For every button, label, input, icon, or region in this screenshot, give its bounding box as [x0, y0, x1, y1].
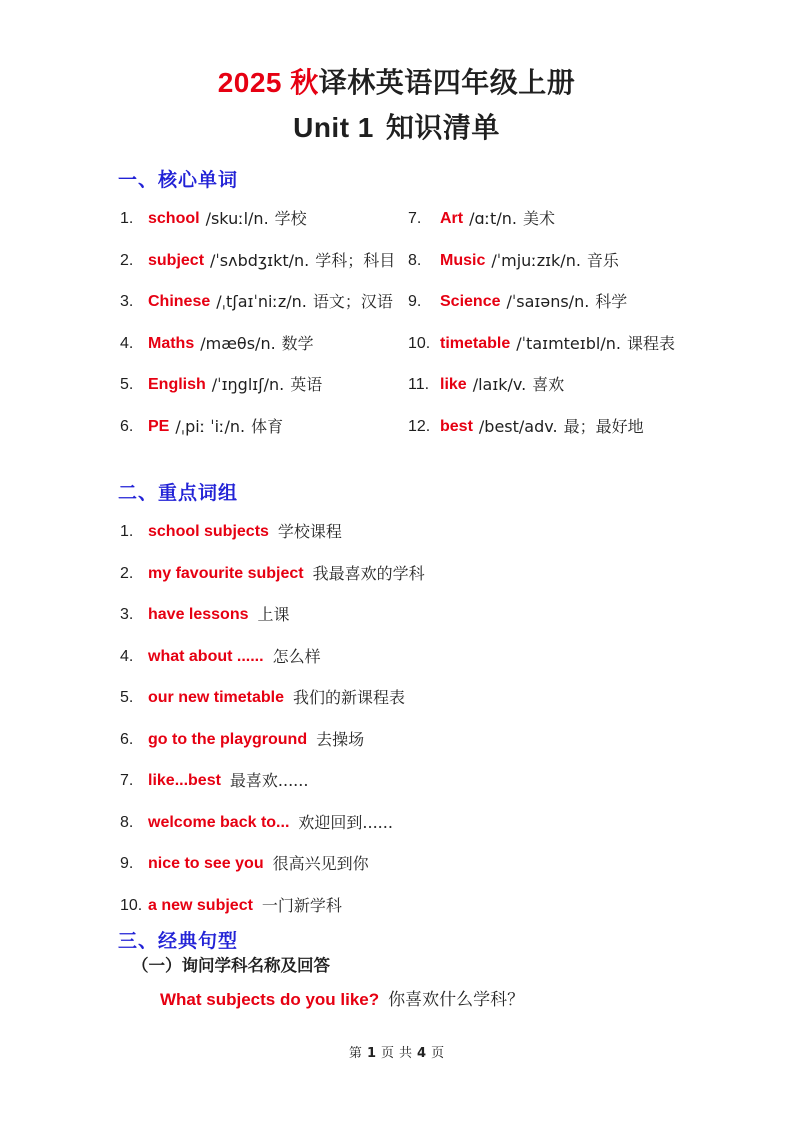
word-english: school [148, 210, 200, 227]
phrase-item [120, 646, 425, 688]
word-english: like [440, 376, 467, 393]
word-item [120, 291, 395, 333]
word-phonetic: /ˈsaɪəns/n. [506, 292, 590, 311]
word-item [408, 291, 675, 333]
word-meaning-chinese: 科学 [595, 292, 628, 311]
sentence-subheading: （一）询问学科名称及回答 [132, 957, 330, 975]
footer-label-ye2: 页 [431, 1046, 445, 1061]
footer-page-number: 1 [366, 1046, 376, 1061]
footer-label-di: 第 [348, 1046, 362, 1061]
phrase-english: welcome back to... [148, 813, 290, 831]
phrase-item [120, 604, 425, 646]
title-line-1 [0, 60, 793, 105]
phrase-english: have lessons [148, 606, 249, 623]
page-footer [0, 1042, 793, 1061]
title-unit: Unit 1 [293, 112, 374, 143]
word-phonetic: /ˈɪŋglɪʃ/n. [211, 375, 285, 394]
item-number: 2. [120, 564, 134, 582]
item-number: 4. [120, 647, 134, 665]
word-meaning-chinese: 美术 [522, 209, 555, 228]
phrase-item [120, 770, 425, 812]
phrase-item [120, 853, 425, 895]
word-phonetic: /ɑːt/n. [469, 209, 517, 228]
item-number: 4. [120, 334, 134, 352]
phrase-english: school subjects [148, 523, 269, 540]
word-list-left-column [120, 208, 395, 457]
word-item [408, 333, 675, 375]
phrase-meaning-chinese: 上课 [257, 605, 290, 624]
word-phonetic: /ˈmjuːzɪk/n. [491, 250, 581, 270]
footer-label-ye: 页 [380, 1046, 394, 1061]
word-english: Art [440, 210, 464, 227]
item-number: 8. [120, 813, 134, 831]
word-phonetic: /ˌtʃaɪˈniːz/n. [216, 292, 307, 311]
phrase-item [120, 521, 425, 563]
item-number: 2. [120, 251, 134, 269]
item-number: 1. [120, 210, 134, 227]
title-subtitle: 知识清单 [385, 112, 500, 143]
word-meaning-chinese: 体育 [251, 416, 284, 436]
item-number: 11. [408, 376, 430, 393]
word-item [120, 374, 395, 416]
phrase-meaning-chinese: 怎么样 [272, 646, 321, 666]
word-phonetic: /skuːl/n. [205, 209, 269, 228]
footer-label-gong: 共 [399, 1046, 413, 1061]
item-number: 10. [120, 896, 143, 914]
phrase-item [120, 812, 425, 854]
item-number: 5. [120, 689, 134, 706]
item-number: 12. [408, 417, 431, 435]
item-number: 6. [120, 417, 134, 435]
phrase-item [120, 895, 425, 937]
word-english: timetable [440, 334, 511, 352]
phrase-item [120, 563, 425, 605]
word-english: Chinese [148, 293, 211, 310]
phrase-meaning-chinese: 我们的新课程表 [293, 688, 406, 707]
item-number: 5. [120, 376, 134, 393]
title-line-2 [0, 105, 793, 150]
word-meaning-chinese: 语文；汉语 [312, 292, 393, 311]
word-english: English [148, 376, 206, 393]
phrase-english: like...best [148, 772, 221, 789]
word-meaning-chinese: 学科；科目 [315, 250, 396, 270]
word-item [120, 333, 395, 375]
item-number: 10. [408, 334, 431, 352]
section-heading-key-phrases: 二、重点词组 [118, 483, 239, 504]
item-number: 7. [408, 210, 422, 227]
word-meaning-chinese: 课程表 [626, 333, 675, 353]
phrase-meaning-chinese: 欢迎回到...... [298, 812, 393, 832]
word-english: Music [440, 251, 486, 269]
title-book-name: 译林英语四年级上册 [318, 67, 576, 98]
phrase-english: my favourite subject [148, 564, 304, 582]
word-phonetic: /laɪk/v. [472, 375, 527, 394]
word-english: Maths [148, 334, 195, 352]
phrase-meaning-chinese: 去操场 [316, 729, 365, 749]
phrase-meaning-chinese: 很高兴见到你 [272, 854, 369, 873]
item-number: 9. [408, 293, 422, 310]
word-phonetic: /mæθs/n. [200, 333, 276, 353]
item-number: 3. [120, 606, 134, 623]
item-number: 8. [408, 251, 422, 269]
word-meaning-chinese: 最；最好地 [563, 416, 644, 436]
word-phonetic: /best/adv. [478, 416, 558, 436]
phrase-meaning-chinese: 学校课程 [277, 522, 342, 541]
phrase-english: what about ...... [148, 647, 264, 665]
item-number: 6. [120, 730, 134, 748]
phrase-item [120, 729, 425, 771]
word-item [120, 250, 395, 292]
word-item [408, 416, 675, 458]
word-phonetic: /ˌpiː ˈiː/n. [175, 416, 246, 436]
word-phonetic: /ˈtaɪmteɪbl/n. [516, 333, 621, 353]
example-sentence-chinese: 你喜欢什么学科？ [388, 990, 525, 1010]
phrase-meaning-chinese: 最喜欢...... [229, 771, 309, 790]
word-item [408, 208, 675, 250]
word-meaning-chinese: 英语 [290, 375, 323, 394]
word-meaning-chinese: 音乐 [586, 250, 619, 270]
phrase-english: go to the playground [148, 730, 308, 748]
word-meaning-chinese: 数学 [281, 333, 314, 353]
example-sentence [160, 988, 524, 1012]
word-english: subject [148, 251, 205, 269]
item-number: 7. [120, 772, 134, 789]
section-heading-classic-sentences: 三、经典句型 [118, 931, 239, 952]
word-english: Science [440, 293, 501, 310]
item-number: 9. [120, 855, 134, 872]
footer-total-pages: 4 [417, 1046, 427, 1061]
document-title [0, 60, 793, 150]
word-item [408, 374, 675, 416]
phrase-item [120, 687, 425, 729]
word-item [408, 250, 675, 292]
item-number: 3. [120, 293, 134, 310]
section-heading-core-words: 一、核心单词 [118, 170, 239, 191]
word-item [120, 208, 395, 250]
phrase-list [120, 521, 425, 936]
phrase-english: our new timetable [148, 689, 285, 706]
phrase-english: nice to see you [148, 855, 264, 872]
item-number: 1. [120, 523, 134, 540]
word-meaning-chinese: 喜欢 [532, 375, 565, 394]
example-sentence-english: What subjects do you like? [160, 990, 380, 1009]
word-english: PE [148, 417, 170, 435]
phrase-meaning-chinese: 一门新学科 [261, 895, 342, 915]
word-meaning-chinese: 学校 [274, 209, 307, 228]
phrase-meaning-chinese: 我最喜欢的学科 [312, 563, 425, 583]
title-year-season: 2025 秋 [217, 67, 319, 98]
word-phonetic: /ˈsʌbdʒɪkt/n. [210, 250, 310, 270]
word-list-right-column [408, 208, 675, 457]
word-english: best [440, 417, 473, 435]
phrase-english: a new subject [148, 896, 253, 914]
word-item [120, 416, 395, 458]
